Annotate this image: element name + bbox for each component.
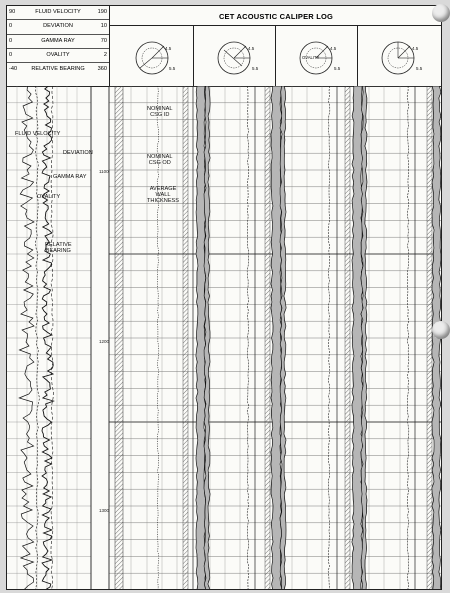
label-deviation: DEVIATION (63, 150, 93, 156)
legend-label: RELATIVE BEARING (31, 66, 85, 73)
casing-wall-band (352, 86, 363, 590)
label-nominal-csg-od: NOMINAL CSG OD (147, 154, 173, 166)
hatch-strip (265, 86, 270, 590)
diagram-scale-b: 5.5 (252, 66, 259, 71)
diagram-label: OVALITY (302, 55, 320, 60)
diagram-scale-a: 4.5 (165, 46, 172, 51)
log-sheet (6, 5, 442, 590)
diagram-scale-b: 5.5 (169, 66, 176, 71)
depth-mark: 1100 (99, 169, 109, 174)
legend-label: FLUID VELOCITY (35, 9, 81, 15)
legend-row-gamma-ray (7, 35, 109, 49)
diagram-scale-b: 5.5 (416, 66, 423, 71)
log-body (7, 86, 442, 590)
caliper-diagram-4 (357, 26, 442, 86)
legend-row-ovality (7, 49, 109, 63)
label-relative-bearing: RELATIVE BEARING (45, 242, 72, 254)
legend-row-relative-bearing (7, 63, 109, 76)
curve-legend (7, 6, 110, 87)
label-average-wall-thickness: AVERAGE WALL THICKNESS (147, 186, 180, 204)
label-nominal-csg-id: NOMINAL CSG ID (147, 106, 173, 118)
caliper-diagram-icon (358, 26, 442, 86)
legend-label: OVALITY (46, 51, 70, 58)
hatch-strip (427, 86, 432, 590)
caliper-diagram-icon (110, 26, 194, 86)
casing-wall-band (204, 86, 210, 590)
diagram-scale-a: 4.5 (330, 46, 337, 51)
legend-max: 2 (103, 51, 107, 58)
binder-hole (432, 321, 450, 339)
legend-min: 90 (9, 9, 16, 15)
label-fluid-velocity: FLUID VELOCITY (15, 131, 61, 137)
hatch-strip (345, 86, 350, 590)
legend-max: 360 (97, 66, 107, 73)
log-title: CET ACOUSTIC CALIPER LOG (218, 12, 334, 21)
legend-label: DEVIATION (43, 23, 73, 30)
hatch-strip (183, 86, 188, 590)
caliper-header (109, 26, 442, 87)
depth-mark: 1200 (99, 339, 110, 344)
label-gamma-ray: GAMMA RAY (53, 174, 87, 180)
legend-min: 0 (9, 23, 13, 30)
legend-min: 0 (9, 51, 13, 58)
legend-min: -40 (9, 66, 18, 73)
binder-hole (432, 4, 450, 22)
caliper-diagram-1 (109, 26, 193, 86)
caliper-diagram-2 (193, 26, 275, 86)
hatch-strip (115, 86, 123, 590)
legend-max: 10 (100, 23, 107, 30)
legend-row-fluid-velocity (7, 6, 109, 20)
label-ovality: OVALITY (37, 194, 61, 200)
depth-mark: 1300 (99, 508, 110, 513)
legend-min: 0 (9, 37, 13, 44)
legend-row-deviation (7, 20, 109, 34)
diagram-scale-a: 4.5 (248, 46, 255, 51)
caliper-diagram-3 (275, 26, 357, 86)
log-grid (7, 86, 442, 590)
legend-label: GAMMA RAY (41, 37, 75, 44)
diagram-scale-b: 5.5 (334, 66, 341, 71)
caliper-diagram-icon (194, 26, 276, 86)
log-title-bar (109, 6, 442, 26)
legend-max: 70 (100, 37, 107, 44)
diagram-scale-a: 4.5 (412, 46, 419, 51)
legend-max: 190 (97, 9, 107, 15)
